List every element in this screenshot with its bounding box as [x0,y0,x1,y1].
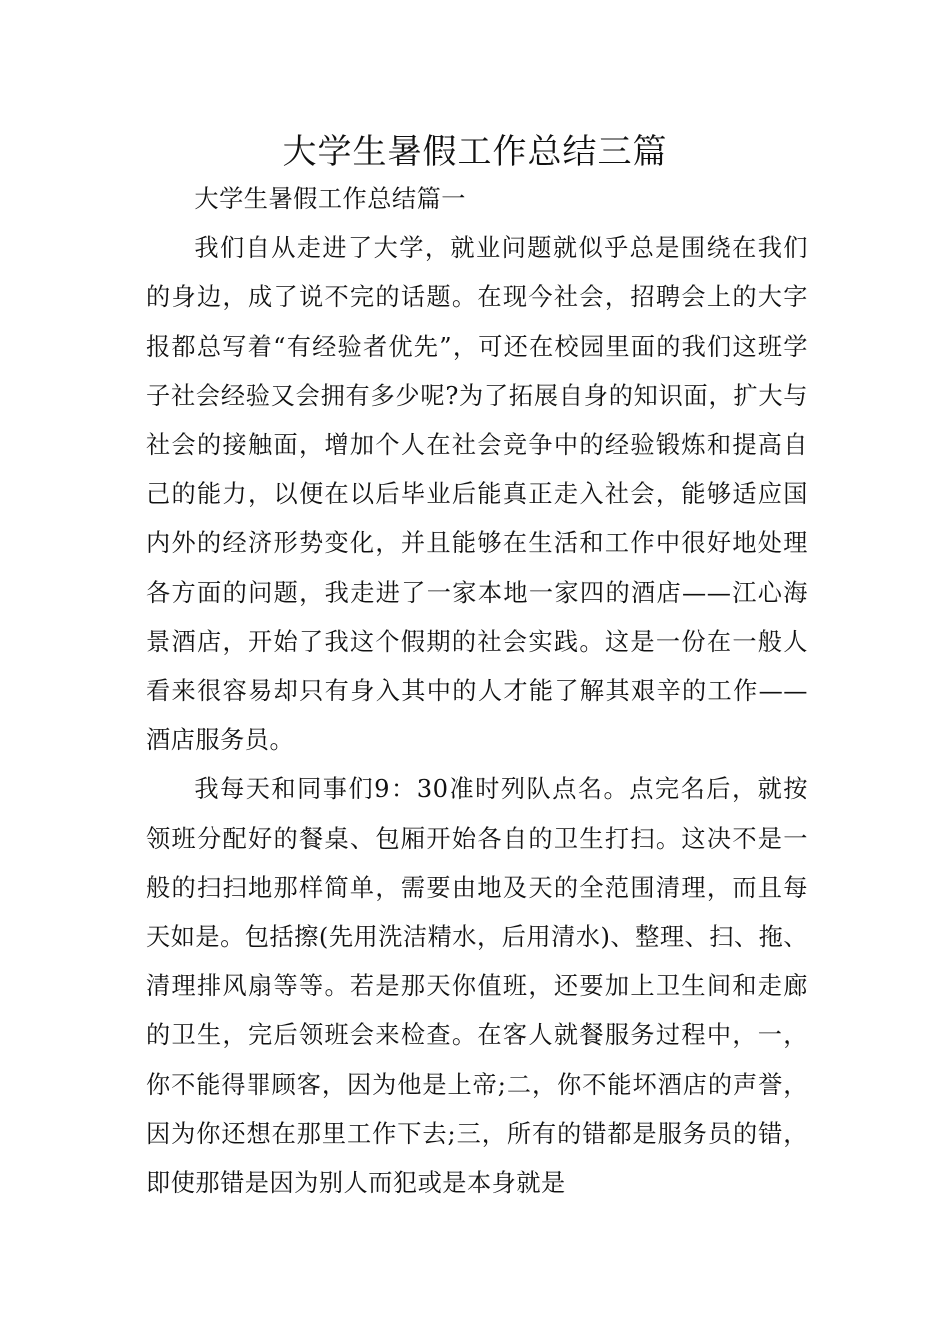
document-body [146,175,808,1208]
paragraph-1: 我们自从走进了大学，就业问题就似乎总是围绕在我们的身边，成了说不完的话题。在现今社会，招聘会上的大字报都总写着“有经验者优先”，可还在校园里面的我们这班学子社会经验又会拥有多少呢?为了拓展自身的知识面，扩大与社会的接触面，增加个人在社会竞争中的经验锻炼和提高自己的能力，以便在以后毕业后能真正走入社会，能够适应国内外的经济形势变化，并且能够在生活和工作中很好地处理各方面的问题，我走进了一家本地一家四的酒店——江心海景酒店，开始了我这个假期的社会实践。这是一份在一般人看来很容易却只有身入其中的人才能了解其艰辛的工作——酒店服务员。 [146,234,808,755]
document-title: 大学生暑假工作总结三篇 [282,132,668,172]
paragraph-2: 我每天和同事们9：30准时列队点名。点完名后，就按领班分配好的餐桌、包厢开始各自的卫生打扫。这决不是一般的扫扫地那样简单，需要由地及天的全范围清理，而且每天如是。包括擦(先用洗洁精水，后用清水)、整理、扫、拖、清理排风扇等等。若是那天你值班，还要加上卫生间和走廊的卫生，完后领班会来检查。在客人就餐服务过程中，一，你不能得罪顾客，因为他是上帝;二，你不能坏酒店的声誉，因为你还想在那里工作下去;三，所有的错都是服务员的错，即使那错是因为别人而犯或是本身就是 [146,775,808,1198]
section-heading: 大学生暑假工作总结篇一 [194,185,466,213]
